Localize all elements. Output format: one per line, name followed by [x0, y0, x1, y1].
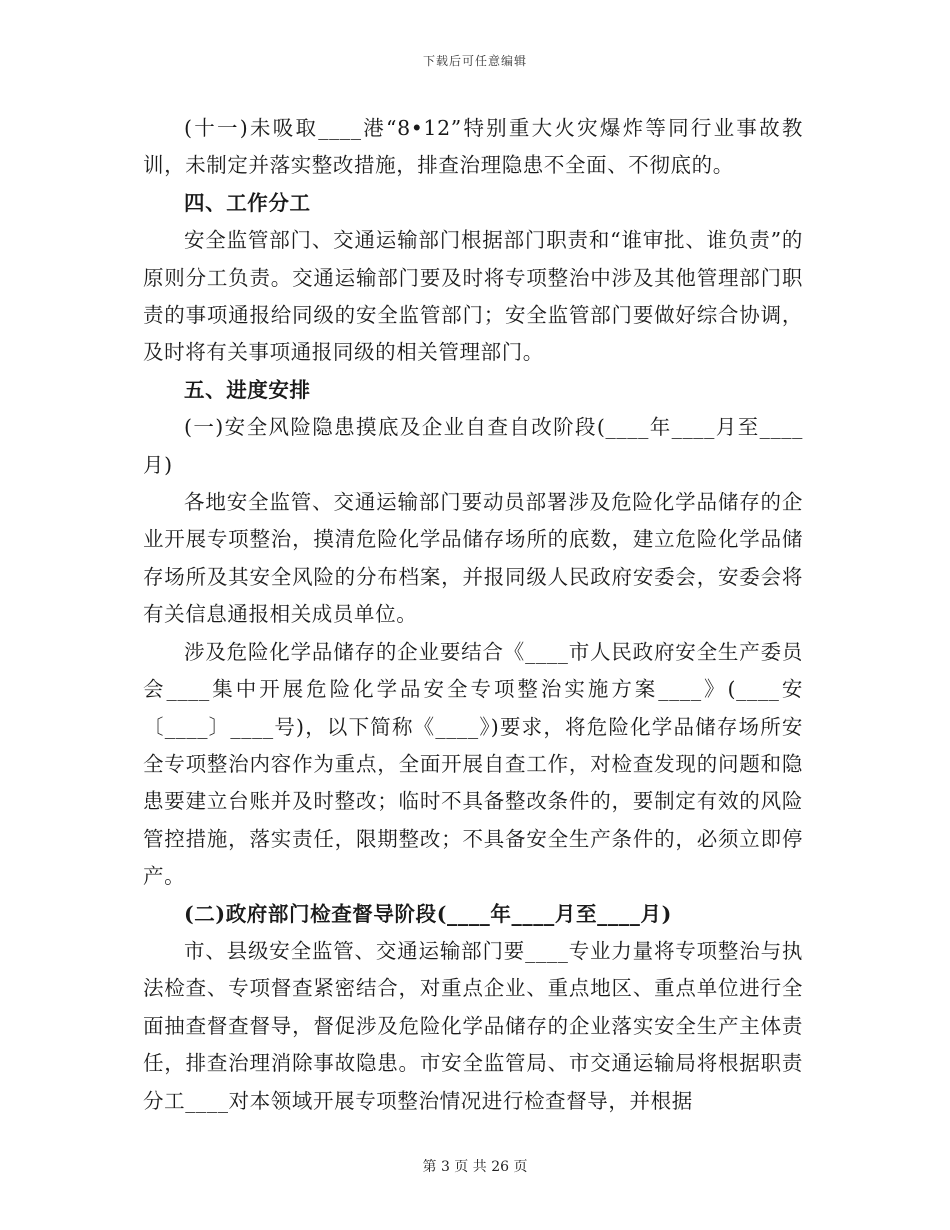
- paragraph-stage-two-title: (二)政府部门检查督导阶段(____年____月至____月): [184, 901, 672, 926]
- paragraph-stage-one-title: (一)安全风险隐患摸底及企业自查自改阶段(____年____月至____月): [143, 415, 803, 477]
- paragraph-enterprise-selfcheck: 涉及危险化学品储存的企业要结合《____市人民政府安全生产委员会____集中开展危险化学品安全专项整治实施方案____》(____安〔____〕____号)，以下简称《____》)要求，将危险化学品储存场所安全专项整治内容作为重点，全面开展自查工作，对检查发现的问题和隐患要建立台账并及时整改；临时不具备整改条件的，要制定有效的风险管控措施，落实责任，限期整改；不具备安全生产条件的，必须立即停产。: [143, 639, 803, 889]
- paragraph-work-division: 安全监管部门、交通运输部门根据部门职责和“谁审批、谁负责”的原则分工负责。交通运输部门要及时将专项整治中涉及其他管理部门职责的事项通报给同级的安全监管部门；安全监管部门要做好综合协调，及时将有关事项通报同级的相关管理部门。: [143, 228, 803, 365]
- section-heading-work-division: 四、工作分工: [184, 190, 311, 215]
- paragraph-stage-one-body: 各地安全监管、交通运输部门要动员部署涉及危险化学品储存的企业开展专项整治，摸清危险化学品储存场所的底数，建立危险化学品储存场所及其安全风险的分布档案，并报同级人民政府安委会，安委会将有关信息通报相关成员单位。: [143, 490, 803, 627]
- paragraph-item-11: (十一)未吸取____港“8•12”特别重大火灾爆炸等同行业事故教训，未制定并落实整改措施，排查治理隐患不全面、不彻底的。: [143, 116, 803, 178]
- page-header: 下载后可任意编辑: [422, 54, 527, 68]
- page-footer: 第 3 页 共 26 页: [422, 1159, 528, 1175]
- section-heading-schedule: 五、进度安排: [184, 377, 311, 402]
- paragraph-stage-two-body: 市、县级安全监管、交通运输部门要____专业力量将专项整治与执法检查、专项督查紧密结合，对重点企业、重点地区、重点单位进行全面抽查督查督导，督促涉及危险化学品储存的企业落实安全生产主体责任，排查治理消除事故隐患。市安全监管局、市交通运输局将根据职责分工____对本领域开展专项整治情况进行检查督导，并根据: [143, 938, 803, 1113]
- document-body: [143, 110, 803, 1120]
